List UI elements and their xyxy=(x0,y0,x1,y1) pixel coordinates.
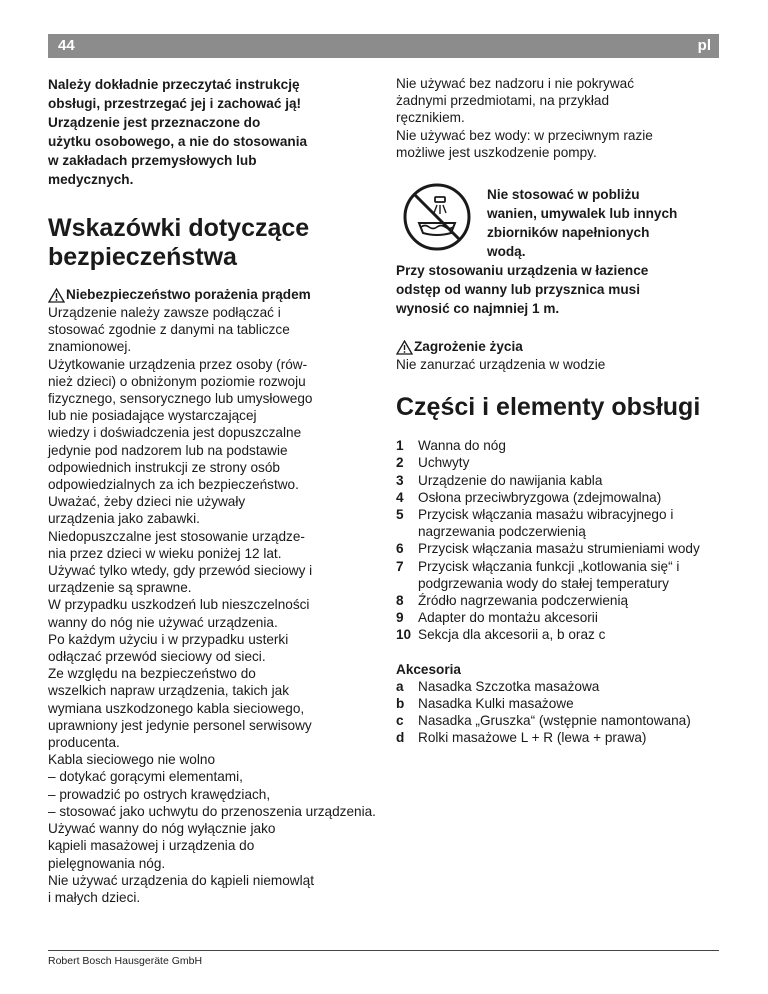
safety-heading-line: Wskazówki dotyczące xyxy=(48,214,310,242)
safety-line: pielęgnowania nóg. xyxy=(48,855,166,871)
item-number: 1 xyxy=(396,438,404,454)
item-text: Wanna do nóg xyxy=(418,438,506,454)
safety-line: wiedzy i doświadczenia jest dopuszczalne xyxy=(48,425,302,441)
item-letter: b xyxy=(396,696,405,712)
safety-line: odpowiedzialnych za ich bezpieczeństwo. xyxy=(48,477,299,493)
accessories-list xyxy=(396,678,721,747)
list-item xyxy=(396,454,721,471)
safety-line: uprawniony jest jedynie personel serwisowy xyxy=(48,717,312,733)
item-text: Przycisk włączania funkcji „kotlowania się“ i podgrzewania wody do stałej temperatury xyxy=(418,558,680,591)
safety-line: Kabla sieciowego nie wolno xyxy=(48,752,216,768)
parts-list xyxy=(396,437,721,643)
safety-line: nia przez dzieci w wieku poniżej 12 lat. xyxy=(48,545,282,561)
water-warning-line: Nie stosować w pobliżu xyxy=(487,187,640,203)
shock-warning-label: Niebezpieczeństwo porażenia prądem xyxy=(66,287,311,302)
item-number: 7 xyxy=(396,558,404,574)
safety-line: W przypadku uszkodzeń lub nieszczelności xyxy=(48,597,310,613)
bath-distance-line: odstęp od wanny lub przysznica musi xyxy=(396,282,640,298)
item-number: 2 xyxy=(396,455,404,471)
safety-line: producenta. xyxy=(48,735,120,751)
safety-line: nież dzieci) o obniżonym poziomie rozwoju xyxy=(48,373,306,389)
warning-triangle-icon xyxy=(48,288,65,303)
item-text: Sekcja dla akcesorii a, b oraz c xyxy=(418,627,606,643)
bath-distance-line: Przy stosowaniu urządzenia w łazience xyxy=(396,263,649,279)
life-warning-title xyxy=(396,338,721,356)
safety-line: urządzenie są sprawne. xyxy=(48,580,192,596)
item-number: 8 xyxy=(396,593,404,609)
safety-line: urządzenia jako zabawki. xyxy=(48,511,200,527)
list-item xyxy=(396,678,721,695)
item-text: Źródło nagrzewania podczerwienią xyxy=(418,593,629,609)
item-text: Nasadka Kulki masażowe xyxy=(418,696,574,712)
life-warning-text: Nie zanurzać urządzenia w wodzie xyxy=(396,357,606,373)
intro-line: Urządzenie jest przeznaczone do xyxy=(48,115,261,130)
language-code: pl xyxy=(697,37,711,54)
parts-heading: Części i elementy obsługi xyxy=(396,393,701,422)
water-warning-block xyxy=(396,181,721,261)
item-number: 5 xyxy=(396,507,404,523)
water-warning-line: zbiorników napełnionych xyxy=(487,225,650,241)
safety-line: Nie używać urządzenia do kąpieli niemowląt xyxy=(48,872,314,888)
item-text: Nasadka „Gruszka“ (wstępnie namontowana) xyxy=(418,713,691,729)
water-warning-line: wodą. xyxy=(487,244,526,260)
notice-line: Nie używać bez wody: w przeciwnym razie xyxy=(396,127,653,143)
safety-heading-line: bezpieczeństwa xyxy=(48,243,237,271)
item-text: Nasadka Szczotka masażowa xyxy=(418,678,600,694)
notice-line: ręcznikiem. xyxy=(396,110,465,126)
safety-line: Użytkowanie urządzenia przez osoby (rów- xyxy=(48,356,308,372)
shock-warning-title xyxy=(48,286,378,304)
intro-line: użytku osobowego, a nie do stosowania xyxy=(48,134,308,149)
item-text: Przycisk włączania masażu wibracyjnego i nagrzewania podczerwienią xyxy=(418,507,674,540)
safety-line: Używać tylko wtedy, gdy przewód sieciowy i xyxy=(48,563,313,579)
notice-line: żadnymi przedmiotami, na przykład xyxy=(396,93,610,109)
header-bar xyxy=(48,34,719,58)
safety-line: jedynie pod nadzorem lub na podstawie xyxy=(48,442,288,458)
item-number: 3 xyxy=(396,472,404,488)
water-warning-text xyxy=(487,181,677,261)
item-text: Osłona przeciwbryzgowa (zdejmowalna) xyxy=(418,489,662,505)
intro-line: Należy dokładnie przeczytać instrukcję xyxy=(48,77,300,92)
safety-line: Po każdym użyciu i w przypadku usterki xyxy=(48,631,289,647)
intro-notice xyxy=(48,75,378,189)
list-item xyxy=(396,626,721,643)
list-item xyxy=(396,609,721,626)
safety-line: odpowiednich instrukcji ze strony osób xyxy=(48,459,280,475)
safety-line: znamionowej. xyxy=(48,339,132,355)
intro-line: obsługi, przestrzegać jej i zachować ją! xyxy=(48,96,302,111)
list-item xyxy=(396,712,721,729)
list-item xyxy=(396,729,721,746)
supervision-notice xyxy=(396,75,721,161)
page-number: 44 xyxy=(58,37,75,54)
list-item xyxy=(396,472,721,489)
list-item xyxy=(396,592,721,609)
item-letter: c xyxy=(396,713,404,729)
intro-line: w zakładach przemysłowych lub xyxy=(48,153,257,168)
safety-line: kąpieli masażowej i urządzenia do xyxy=(48,838,255,854)
item-text: Przycisk włączania masażu strumieniami wody xyxy=(418,541,700,557)
item-text: Urządzenie do nawijania kabla xyxy=(418,472,603,488)
notice-line: Nie używać bez nadzoru i nie pokrywać xyxy=(396,76,635,91)
safety-line: i małych dzieci. xyxy=(48,889,141,905)
footer-divider xyxy=(48,950,719,951)
bath-distance-notice xyxy=(396,261,721,318)
left-column xyxy=(48,75,378,906)
safety-line: Uważać, żeby dzieci nie używały xyxy=(48,494,246,510)
safety-line: fizycznego, sensorycznego lub umysłowego xyxy=(48,391,313,407)
safety-line: wszelkich napraw urządzenia, takich jak xyxy=(48,683,290,699)
item-number: 9 xyxy=(396,610,404,626)
safety-heading xyxy=(48,214,378,272)
dash-item: – prowadzić po ostrych krawędziach, xyxy=(48,786,271,802)
safety-line: odłączać przewód sieciowy od sieci. xyxy=(48,649,266,665)
safety-line: stosować zgodnie z danymi na tabliczce xyxy=(48,322,290,338)
item-letter: a xyxy=(396,678,404,694)
warning-triangle-icon xyxy=(396,340,413,355)
safety-line: wanny do nóg nie używać urządzenia. xyxy=(48,614,278,630)
dash-item: – dotykać gorącymi elementami, xyxy=(48,769,243,785)
right-column xyxy=(396,75,721,747)
footer-company: Robert Bosch Hausgeräte GmbH xyxy=(48,955,203,967)
list-item xyxy=(396,437,721,454)
item-number: 4 xyxy=(396,489,404,505)
item-letter: d xyxy=(396,730,405,746)
no-water-icon xyxy=(401,181,473,253)
list-item xyxy=(396,506,721,540)
item-number: 10 xyxy=(396,627,412,643)
item-number: 6 xyxy=(396,541,404,557)
list-item xyxy=(396,489,721,506)
list-item xyxy=(396,558,721,592)
safety-line: Niedopuszczalne jest stosowanie urządze- xyxy=(48,528,305,544)
bath-distance-line: wynosić co najmniej 1 m. xyxy=(396,301,560,317)
life-warning-label: Zagrożenie życia xyxy=(414,339,523,355)
dash-item: – stosować jako uchwytu do przenoszenia urządzenia. xyxy=(48,803,376,819)
safety-line: Ze względu na bezpieczeństwo do xyxy=(48,666,256,682)
item-text: Uchwyty xyxy=(418,455,470,471)
list-item xyxy=(396,540,721,557)
accessories-heading: Akcesoria xyxy=(396,661,461,677)
item-text: Adapter do montażu akcesorii xyxy=(418,610,598,626)
safety-line: Urządzenie należy zawsze podłączać i xyxy=(48,305,281,320)
intro-line: medycznych. xyxy=(48,172,134,187)
safety-line: wymiana uszkodzonego kabla sieciowego, xyxy=(48,700,305,716)
notice-line: możliwe jest uszkodzenie pompy. xyxy=(396,144,597,160)
item-text: Rolki masażowe L + R (lewa + prawa) xyxy=(418,730,647,746)
list-item xyxy=(396,695,721,712)
water-warning-line: wanien, umywalek lub innych xyxy=(487,206,678,222)
safety-body xyxy=(48,304,378,906)
safety-line: lub nie posiadające wystarczającej xyxy=(48,408,257,424)
safety-line: Używać wanny do nóg wyłącznie jako xyxy=(48,821,276,837)
